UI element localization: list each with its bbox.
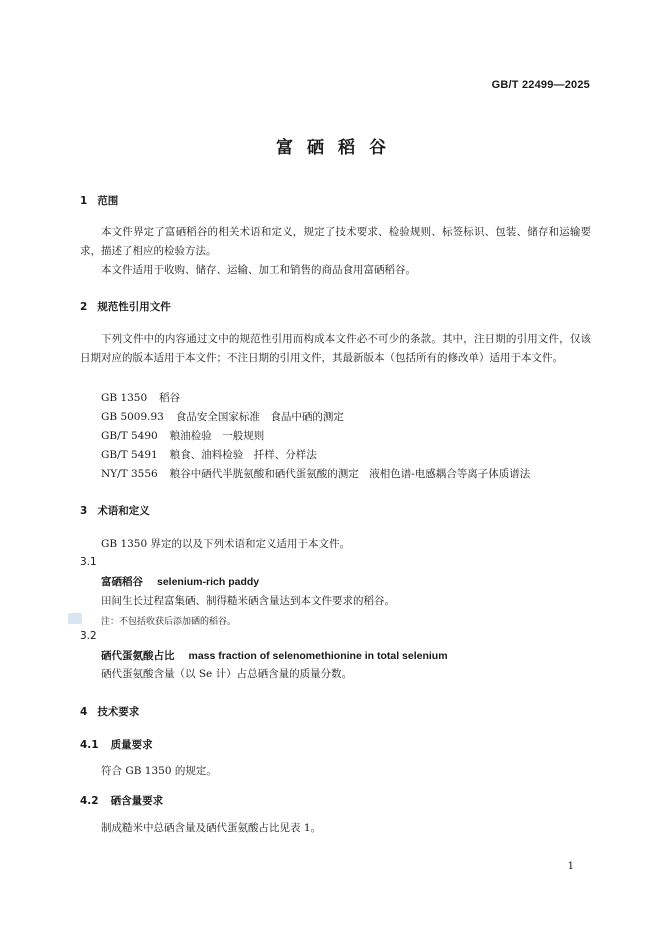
reference-code: GB 5009.93 xyxy=(101,411,164,423)
term-1-number: 3.1 xyxy=(80,556,97,568)
reference-name: 粮谷中硒代半胱氨酸和硒代蛋氨酸的测定 液相色谱-电感耦合等离子体质谱法 xyxy=(169,468,531,480)
section-title: 术语和定义 xyxy=(97,505,150,517)
term-1-note: 注：不包括收获后添加硒的稻谷。 xyxy=(101,617,237,627)
section-4-2-paragraph: 制成糙米中总硒含量及硒代蛋氨酸占比见表 1。 xyxy=(101,822,322,834)
reference-code: GB/T 5491 xyxy=(101,449,158,461)
reference-name: 稻谷 xyxy=(159,392,181,404)
section-title: 质量要求 xyxy=(110,739,153,751)
term-2-heading xyxy=(101,648,448,663)
reference-name: 粮食、油料检验 扦样、分样法 xyxy=(169,449,317,461)
section-number: 3 xyxy=(80,505,88,517)
section-number: 4 xyxy=(80,706,88,718)
section-4-heading xyxy=(80,704,139,719)
term-english: mass fraction of selenomethionine in total selenium xyxy=(188,650,448,662)
reference-item xyxy=(101,390,180,405)
term-chinese: 富硒稻谷 xyxy=(101,576,143,588)
term-1-heading xyxy=(101,574,259,589)
page-number: 1 xyxy=(567,861,574,872)
term-2-number: 3.2 xyxy=(80,630,97,642)
reference-item xyxy=(101,409,344,424)
section-3-heading xyxy=(80,503,150,518)
section-1-paragraph-2: 本文件适用于收购、储存、运输、加工和销售的商品食用富硒稻谷。 xyxy=(101,264,416,276)
section-title: 范围 xyxy=(97,195,119,207)
section-number: 4.1 xyxy=(80,739,99,751)
term-2-definition: 硒代蛋氨酸含量（以 Se 计）占总硒含量的质量分数。 xyxy=(101,668,353,680)
section-number: 2 xyxy=(80,301,88,313)
reference-name: 粮油检验 一般规则 xyxy=(169,430,265,442)
section-title: 规范性引用文件 xyxy=(97,301,171,313)
section-title: 硒含量要求 xyxy=(110,795,164,807)
section-title: 技术要求 xyxy=(97,706,140,718)
standard-code: GB/T 22499—2025 xyxy=(491,79,590,91)
term-english: selenium-rich paddy xyxy=(157,576,260,588)
section-4-2-heading xyxy=(80,793,163,808)
reference-item xyxy=(101,428,264,443)
reference-name: 食品安全国家标准 食品中硒的测定 xyxy=(175,411,344,423)
document-title: 富硒稻谷 xyxy=(276,138,400,158)
section-number: 4.2 xyxy=(80,795,99,807)
section-4-1-heading xyxy=(80,737,153,752)
term-1-definition: 田间生长过程富集硒、制得糙米硒含量达到本文件要求的稻谷。 xyxy=(101,595,395,607)
section-2-paragraph-1: 下列文件中的内容通过文中的规范性引用而构成本文件必不可少的条款。其中，注日期的引用文件，仅该日期对应的版本适用于本文件；不注日期的引用文件，其最新版本（包括所有的修改单）适用于本文件。 xyxy=(80,333,591,364)
section-number: 1 xyxy=(80,195,88,207)
reference-code: GB/T 5490 xyxy=(101,430,158,442)
reference-code: NY/T 3556 xyxy=(101,468,158,480)
section-2-heading xyxy=(80,299,171,314)
reference-code: GB 1350 xyxy=(101,392,148,404)
reference-item xyxy=(101,466,530,481)
section-4-1-paragraph: 符合 GB 1350 的规定。 xyxy=(101,765,217,777)
watermark-mark xyxy=(68,613,82,624)
section-3-paragraph-1: GB 1350 界定的以及下列术语和定义适用于本文件。 xyxy=(101,538,350,550)
section-1-paragraph-1: 本文件界定了富硒稻谷的相关术语和定义，规定了技术要求、检验规则、标签标识、包装、储存和运输要求，描述了相应的检验方法。 xyxy=(80,226,591,257)
term-chinese: 硒代蛋氨酸占比 xyxy=(101,650,175,662)
section-1-heading xyxy=(80,193,118,208)
reference-item xyxy=(101,447,317,462)
